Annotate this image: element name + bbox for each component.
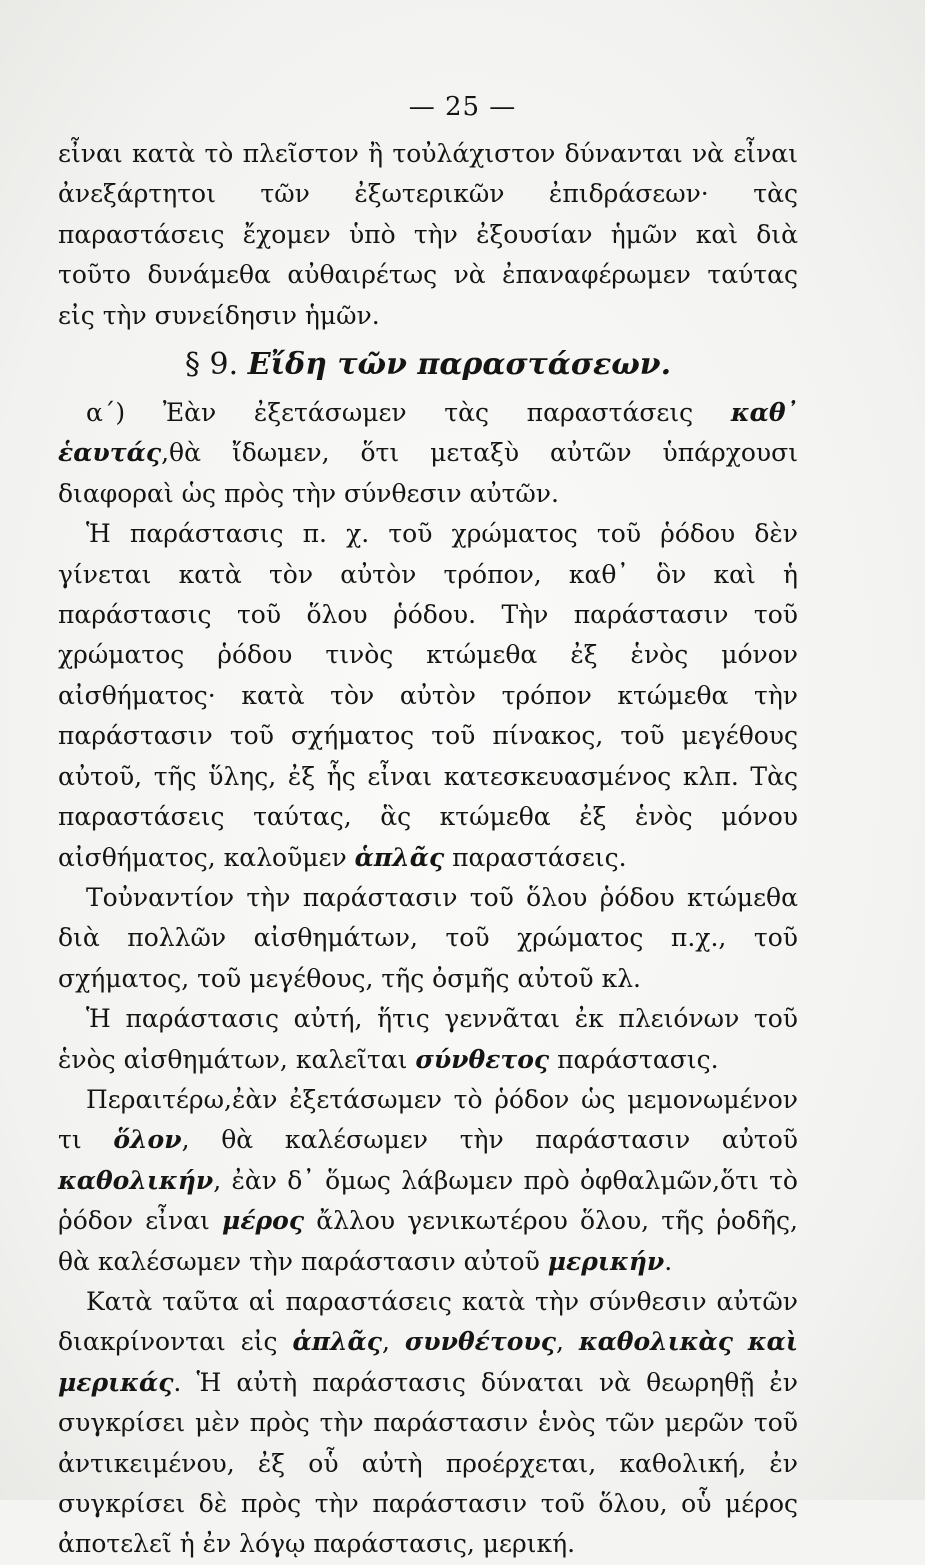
text-run: ,θὰ ἴδωμεν, ὅτι μεταξὺ αὐτῶν ὑπάρχουσι διαφοραὶ ὡς πρὸς τὴν σύνθεσιν αὐτῶν.	[58, 438, 798, 508]
emphasis: σύνθετος	[415, 1044, 550, 1074]
text-run: .	[664, 1246, 673, 1276]
text-run	[733, 1327, 748, 1356]
emphasis: καθολικὰς	[578, 1327, 733, 1357]
section-heading	[58, 336, 798, 393]
paragraph-composite	[58, 999, 798, 1080]
text-run: α΄) Ἐὰν ἐξετάσωμεν τὰς παραστάσεις	[86, 398, 731, 428]
text-run: , θὰ καλέσωμεν τὴν παράστασιν αὐτοῦ	[181, 1125, 798, 1155]
emphasis: μέρος	[222, 1206, 305, 1236]
paragraph-universal	[58, 1080, 798, 1282]
emphasis: μερικάς	[58, 1367, 174, 1397]
paragraph-simple	[58, 514, 798, 878]
text-run: , ἐὰν δ᾿ ὅμως λάβωμεν πρὸ ὀφθαλμῶν,ὅτι τὸ ῥόδον εἶναι	[58, 1165, 798, 1236]
emphasis: συνθέτους	[404, 1327, 556, 1357]
paragraph-a	[58, 393, 798, 514]
emphasis: καὶ	[747, 1327, 798, 1357]
text-run: Περαιτέρω,ἐὰν ἐξετάσωμεν τὸ ῥόδον ὡς μεμονωμένον τι	[58, 1084, 798, 1155]
section-number: § 9.	[184, 347, 239, 383]
emphasis: ἁπλᾶς	[292, 1327, 382, 1357]
emphasis: καθολικήν	[58, 1165, 214, 1195]
emphasis: μερικήν	[547, 1246, 665, 1276]
text-run: ἄλλου γενικωτέρου ὅλου, τῆς ῥοδῆς, θὰ καλέσωμεν τὴν παράστασιν αὐτοῦ	[58, 1206, 798, 1276]
text-run: ,	[381, 1327, 405, 1357]
text-run: ,	[555, 1327, 579, 1357]
paragraph-continuation: εἶναι κατὰ τὸ πλεῖστον ἢ τοὐλάχιστον δύνανται νὰ εἶναι ἀνεξάρτητοι τῶν ἐξωτερικῶν ἐπιδράσεων· τὰς παραστάσεις ἔχομεν ὑπὸ τὴν ἐξουσίαν ἡμῶν καὶ διὰ τοῦτο δυνάμεθα αὐθαιρέτως νὰ ἐπαναφέρωμεν ταύτας εἰς τὴν συνείδησιν ἡμῶν.	[58, 139, 798, 330]
text-run: Ἡ παράστασις π. χ. τοῦ χρώματος τοῦ ῥόδου δὲν γίνεται κατὰ τὸν αὐτὸν τρόπον, καθ᾿ ὃν καὶ ἡ παράστασις τοῦ ὅλου ῥόδου. Τὴν παράστασιν τοῦ χρώματος ῥόδου τινὸς κτώμεθα ἐξ ἑνὸς μόνον αἰσθήματος· κατὰ τὸν αὐτὸν τρόπον κτώμεθα τὴν παράστασιν τοῦ σχήματος τοῦ πίνακος, τοῦ μεγέθους αὐτοῦ, τῆς ὕλης, ἐξ ἧς εἶναι κατεσκευασμένος κλπ. Τὰς παραστάσεις ταύτας, ἃς κτώμεθα ἐξ ἑνὸς μόνου αἰσθήματος, καλοῦμεν	[58, 519, 798, 872]
emphasis: καθ᾿ ἑαυτάς	[58, 398, 798, 468]
page-number: — 25 —	[408, 92, 517, 122]
text-run: Ἡ παράστασις αὐτή, ἥτις γεννᾶται ἐκ πλειόνων τοῦ ἑνὸς αἰσθημάτων, καλεῖται	[58, 1004, 798, 1074]
section-title: Εἴδη τῶν παραστάσεων.	[247, 347, 672, 383]
emphasis: ἁπλᾶς	[354, 842, 445, 872]
paragraph-summary	[58, 1282, 798, 1565]
emphasis: ὅλον	[113, 1125, 182, 1155]
text-run: παραστάσεις.	[444, 842, 627, 872]
text-run: . Ἡ αὐτὴ παράστασις δύναται νὰ θεωρηθῇ ἐν συγκρίσει μὲν πρὸς τὴν παράστασιν ἑνὸς τῶν μερῶν τοῦ ἀντικειμένου, ἐξ οὗ αὐτὴ προέρχεται, καθολική, ἐν συγκρίσει δὲ πρὸς τὴν παράστασιν τοῦ ὅλου, οὗ μέρος ἀποτελεῖ ἡ ἐν λόγῳ παράστασις, μερική.	[58, 1367, 798, 1559]
text-run: Κατὰ ταῦτα αἱ παραστάσεις κατὰ τὴν σύνθεσιν αὐτῶν διακρίνονται εἰς	[58, 1286, 798, 1357]
text-run: παράστασις.	[549, 1044, 719, 1074]
paragraph-contrary: Τοὐναντίον τὴν παράστασιν τοῦ ὅλου ῥόδου κτώμεθα διὰ πολλῶν αἰσθημάτων, τοῦ χρώματος π.χ., τοῦ σχήματος, τοῦ μεγέθους, τῆς ὀσμῆς αὐτοῦ κλ.	[58, 882, 798, 993]
body-text	[58, 134, 798, 1565]
